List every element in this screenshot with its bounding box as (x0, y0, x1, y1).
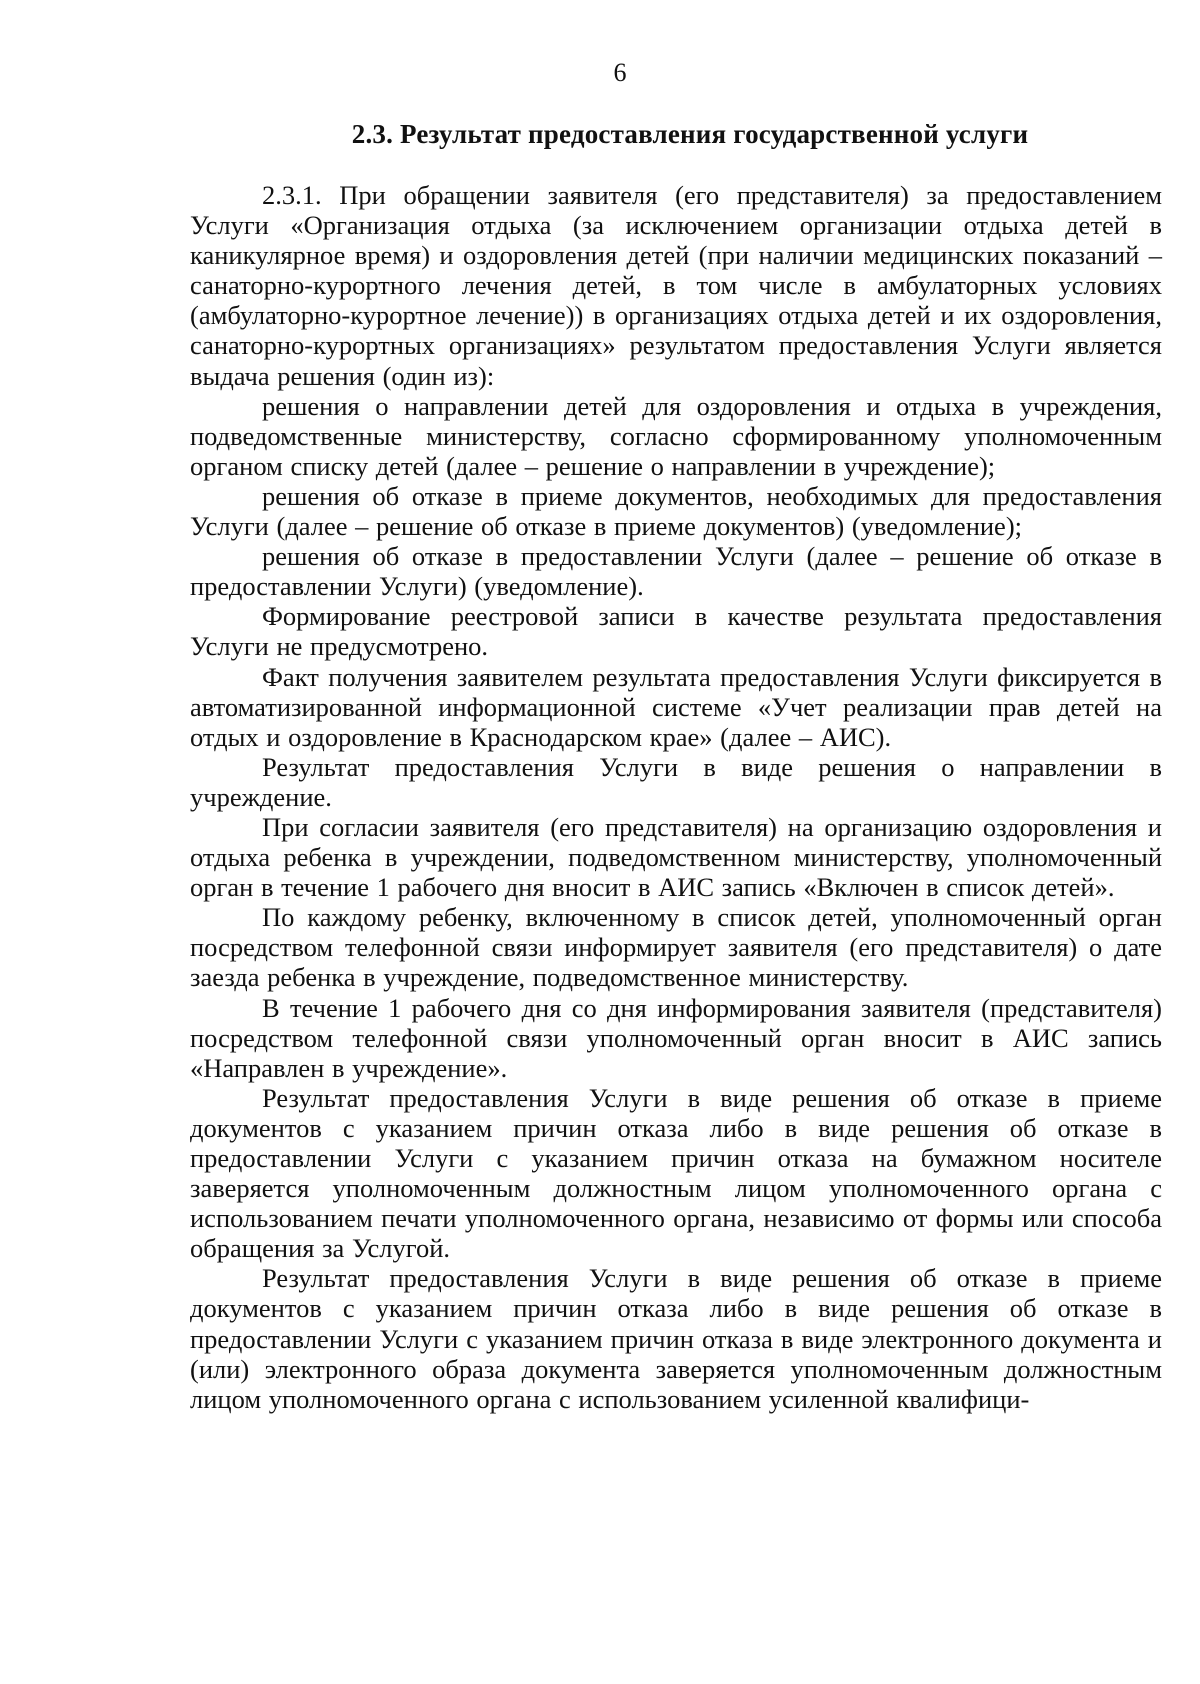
body-text (190, 180, 1162, 1414)
paragraph-2-3-1-intro: 2.3.1. При обращении заявителя (его представителя) за предоставлением Услуги «Организация отдыха (за исключением организации отдыха детей в каникулярное время) и оздоровления детей (при наличии медицинских показаний – санаторно-курортного лечения детей, в том числе в амбулаторных условиях (амбулаторно-курортное лечение)) в организациях отдыха детей и их оздоровления, санаторно-курортных организациях» результатом предоставления Услуги является выдача решения (один из): (190, 180, 1162, 391)
section-heading: 2.3. Результат предоставления государственной услуги (351, 119, 1029, 149)
paragraph-paper-result: Результат предоставления Услуги в виде решения об отказе в приеме документов с указанием причин отказа либо в виде решения об отказе в предоставлении Услуги с указанием причин отказа на бумажном носителе заверяется уполномоченным должностным лицом уполномоченного органа с использованием печати уполномоченного органа, независимо от формы или способа обращения за Услугой. (190, 1082, 1162, 1264)
paragraph-each-child: По каждому ребенку, включенному в список детей, уполномоченный орган посредством телефонной связи информирует заявителя (его представителя) о дате заезда ребенка в учреждение, подведомственное министерству. (190, 902, 1162, 993)
page-number: 6 (613, 58, 627, 87)
paragraph-decision-refuse-documents: решения об отказе в приеме документов, необходимых для предоставления Услуги (далее – решение об отказе в приеме документов) (уведомление); (190, 480, 1162, 542)
paragraph-registry-record: Формирование реестровой записи в качестве результата предоставления Услуги не предусмотрено. (190, 601, 1162, 662)
paragraph-one-working-day: В течение 1 рабочего дня со дня информирования заявителя (представителя) посредством телефонной связи уполномоченный орган вносит в АИС запись «Направлен в учреждение». (190, 992, 1162, 1083)
paragraph-decision-referral: решения о направлении детей для оздоровления и отдыха в учреждения, подведомственные министерству, согласно сформированному уполномоченным органом списку детей (далее – решение о направлении в учреждение); (190, 390, 1162, 481)
paragraph-result-referral: Результат предоставления Услуги в виде решения о направлении в учреждение. (190, 751, 1162, 812)
paragraph-electronic-result: Результат предоставления Услуги в виде решения об отказе в приеме документов с указанием причин отказа либо в виде решения об отказе в предоставлении Услуги с указанием причин отказа в виде электронного документа и (или) электронного образа документа заверяется уполномоченным должностным лицом уполномоченного органа с использованием усиленной квалифици- (190, 1263, 1162, 1414)
paragraph-ais-fixation: Факт получения заявителем результата предоставления Услуги фиксируется в автоматизированной информационной системе «Учет реализации прав детей на отдых и оздоровление в Краснодарском крае» (далее – АИС). (190, 661, 1162, 752)
paragraph-decision-refuse-service: решения об отказе в предоставлении Услуги (далее – решение об отказе в предоставлении Услуги) (уведомление). (190, 541, 1162, 602)
paragraph-consent: При согласии заявителя (его представителя) на организацию оздоровления и отдыха ребенка в учреждении, подведомственном министерству, уполномоченный орган в течение 1 рабочего дня вносит в АИС запись «Включен в список детей». (190, 811, 1162, 903)
